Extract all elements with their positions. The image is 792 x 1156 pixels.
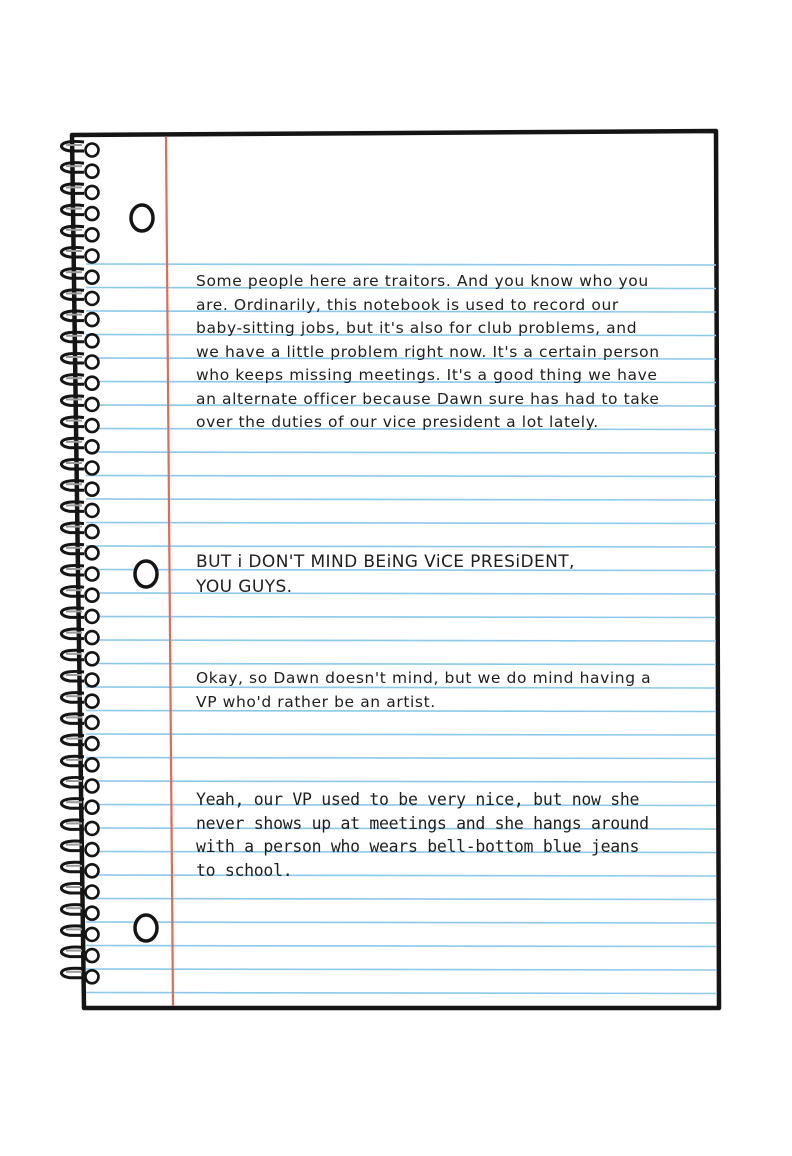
ruled-line [86,734,716,735]
ruled-line [86,452,716,453]
binder-hole [135,915,157,941]
ruled-line [86,969,716,970]
note-entry-third: Okay, so Dawn doesn't mind, but we do mind having a VP who'd rather be an artist. [196,669,652,711]
binder-hole [135,561,157,587]
ruled-line [86,499,716,500]
ruled-line [86,617,716,618]
note-entry-fourth: Yeah, our VP used to be very nice, but now she never shows up at meetings and she hangs around with a person who wears bell-bottom blue jeans to school. [196,790,649,880]
ruled-line [86,922,716,923]
spiral-coil [61,968,98,983]
ruled-line [86,640,716,641]
spiral-coil [61,905,98,920]
ruled-line [86,758,716,759]
spiral-coil [61,947,98,962]
note-entry-second: BUT i DON'T MIND BEiNG ViCE PRESiDENT, YOU GUYS. [196,552,575,597]
ruled-line [86,664,716,665]
ruled-line [86,546,716,547]
ruled-line [86,946,716,947]
ruled-line [86,781,716,782]
ruled-line [86,899,716,900]
note-entry-first: Some people here are traitors. And you know who you are. Ordinarily, this notebook is used to record our baby-sitting jobs, but it's also for club problems, and we have a little problem right now. It's a certain person who keeps missing meetings. It's a good thing we have an alternate officer because Dawn sure has had to take over the duties of our vice president a lot lately. [196,272,660,431]
ruled-line [86,993,716,994]
spiral-coil [61,883,98,898]
ruled-line [86,476,716,477]
ruled-line [86,264,716,265]
spiral-coil [61,926,98,941]
binder-hole [131,205,153,231]
ruled-line [86,523,716,524]
